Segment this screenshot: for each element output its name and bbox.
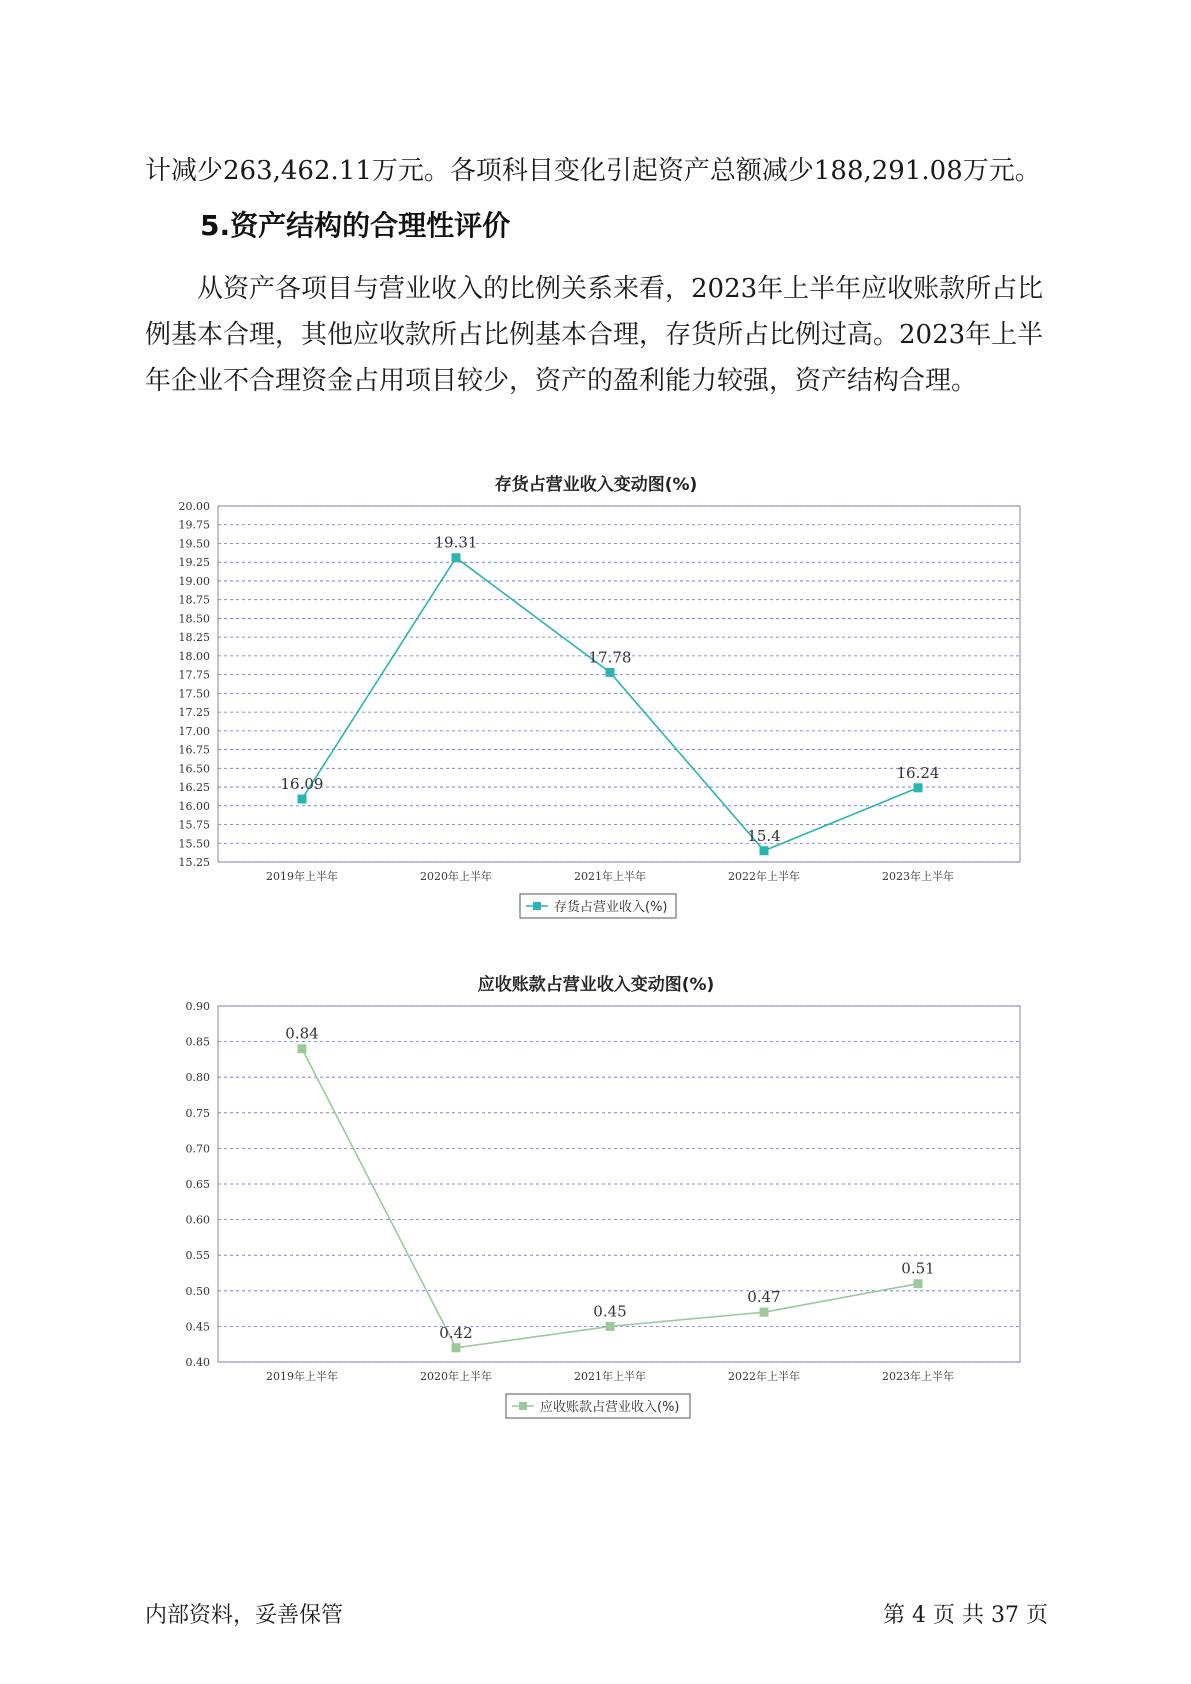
y-tick-label: 0.45 bbox=[185, 1320, 210, 1334]
y-tick-label: 0.70 bbox=[185, 1142, 210, 1156]
y-tick-label: 16.50 bbox=[178, 762, 210, 776]
y-tick-label: 18.25 bbox=[178, 631, 210, 645]
data-point bbox=[606, 1322, 615, 1331]
y-tick-label: 0.75 bbox=[185, 1106, 210, 1120]
y-tick-label: 0.90 bbox=[185, 1000, 210, 1013]
data-point bbox=[760, 1308, 769, 1317]
y-tick-label: 18.75 bbox=[178, 593, 210, 607]
y-tick-label: 17.00 bbox=[178, 724, 210, 738]
data-label: 19.31 bbox=[434, 533, 478, 552]
data-label: 15.4 bbox=[747, 826, 781, 845]
y-tick-label: 15.75 bbox=[178, 818, 210, 832]
data-point bbox=[914, 1279, 923, 1288]
legend-label: 存货占营业收入(%) bbox=[554, 900, 668, 915]
page-number: 第 4 页 共 37 页 bbox=[883, 1603, 1048, 1628]
data-point bbox=[298, 795, 307, 804]
x-tick-label: 2022年上半年 bbox=[728, 1370, 800, 1383]
x-tick-label: 2023年上半年 bbox=[882, 870, 954, 883]
receivables-ratio-chart bbox=[0, 968, 1191, 1438]
y-tick-label: 0.85 bbox=[185, 1035, 210, 1049]
data-point bbox=[914, 783, 923, 792]
y-tick-label: 0.65 bbox=[185, 1178, 210, 1191]
y-tick-label: 15.25 bbox=[178, 856, 210, 869]
y-tick-label: 0.80 bbox=[185, 1071, 210, 1085]
data-point bbox=[298, 1044, 307, 1053]
legend-marker bbox=[533, 902, 541, 910]
y-tick-label: 17.50 bbox=[178, 687, 210, 701]
y-tick-label: 20.00 bbox=[178, 500, 210, 513]
x-tick-label: 2023年上半年 bbox=[882, 1370, 954, 1383]
legend bbox=[520, 894, 676, 918]
x-tick-label: 2019年上半年 bbox=[266, 1370, 338, 1383]
y-tick-label: 18.00 bbox=[178, 649, 210, 663]
x-tick-label: 2021年上半年 bbox=[574, 1370, 646, 1383]
legend-marker bbox=[519, 1402, 527, 1410]
y-tick-label: 19.75 bbox=[178, 518, 210, 532]
paragraph-1: 计减少263,462.11万元。各项科目变化引起资产总额减少188,291.08万元。 bbox=[145, 156, 1041, 186]
data-label: 0.47 bbox=[747, 1288, 781, 1307]
y-tick-label: 0.50 bbox=[185, 1284, 210, 1298]
y-tick-label: 0.55 bbox=[185, 1249, 210, 1263]
data-point bbox=[452, 1343, 461, 1352]
legend bbox=[506, 1394, 690, 1418]
x-tick-label: 2020年上半年 bbox=[420, 870, 492, 883]
data-label: 0.84 bbox=[285, 1024, 319, 1043]
y-tick-label: 19.50 bbox=[178, 537, 210, 551]
data-label: 0.45 bbox=[593, 1302, 627, 1321]
data-label: 16.09 bbox=[280, 775, 324, 794]
y-tick-label: 19.25 bbox=[178, 556, 210, 570]
y-tick-label: 19.00 bbox=[178, 574, 210, 588]
data-point bbox=[606, 668, 615, 677]
data-label: 0.51 bbox=[901, 1259, 935, 1278]
x-tick-label: 2020年上半年 bbox=[420, 1370, 492, 1383]
data-point bbox=[452, 553, 461, 562]
data-label: 17.78 bbox=[588, 648, 632, 667]
legend-label: 应收账款占营业收入(%) bbox=[540, 1400, 680, 1415]
x-tick-label: 2019年上半年 bbox=[266, 870, 338, 883]
y-tick-label: 16.75 bbox=[178, 743, 210, 757]
section-heading: 5.资产结构的合理性评价 bbox=[200, 209, 511, 242]
y-tick-label: 18.50 bbox=[178, 612, 210, 626]
y-tick-label: 17.75 bbox=[178, 668, 210, 682]
y-tick-label: 0.60 bbox=[185, 1213, 210, 1227]
footer-note: 内部资料，妥善保管 bbox=[145, 1603, 344, 1628]
data-point bbox=[760, 846, 769, 855]
paragraph-2: 从资产各项目与营业收入的比例关系来看，2023年上半年应收账款所占比例基本合理，其他应收款所占比例基本合理，存货所占比例过高。2023年上半年企业不合理资金占用项目较少，资产的盈利能力较强，资产结构合理。 bbox=[145, 274, 1044, 396]
y-tick-label: 0.40 bbox=[185, 1356, 210, 1369]
x-tick-label: 2021年上半年 bbox=[574, 870, 646, 883]
x-tick-label: 2022年上半年 bbox=[728, 870, 800, 883]
inventory-ratio-chart bbox=[0, 468, 1191, 938]
y-tick-label: 16.00 bbox=[178, 799, 210, 813]
y-tick-label: 17.25 bbox=[178, 706, 210, 720]
data-label: 16.24 bbox=[896, 763, 940, 782]
y-tick-label: 15.50 bbox=[178, 837, 210, 851]
data-label: 0.42 bbox=[439, 1323, 473, 1342]
chart-title: 应收账款占营业收入变动图(%) bbox=[477, 975, 715, 995]
y-tick-label: 16.25 bbox=[178, 781, 210, 795]
chart-title: 存货占营业收入变动图(%) bbox=[494, 475, 698, 495]
